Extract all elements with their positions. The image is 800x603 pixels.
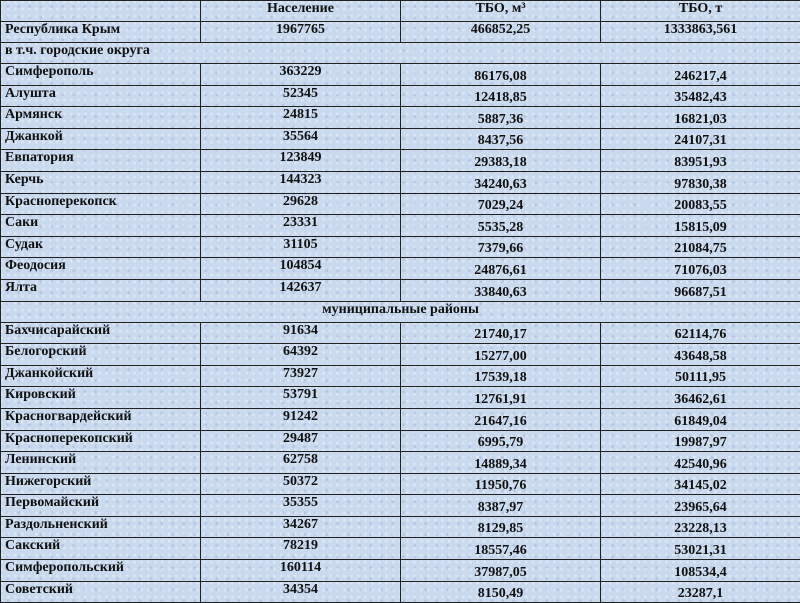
row-tbo-m3: 86176,08	[401, 64, 601, 86]
row-tbo-t: 35482,43	[601, 85, 800, 107]
table-row	[1, 387, 800, 409]
row-name: Нижегорский	[1, 473, 201, 495]
row-name: Керчь	[1, 171, 201, 193]
row-population: 29487	[201, 430, 401, 452]
table-row	[1, 408, 800, 430]
row-tbo-m3: 5535,28	[401, 215, 601, 237]
row-name: Красноперекопск	[1, 193, 201, 215]
row-population: 52345	[201, 85, 401, 107]
row-name: Кировский	[1, 387, 201, 409]
table-row	[1, 516, 800, 538]
row-tbo-m3: 7379,66	[401, 236, 601, 258]
row-name: Евпатория	[1, 150, 201, 172]
table-row	[1, 107, 800, 129]
header-population: Население	[201, 1, 401, 22]
row-name: Белогорский	[1, 344, 201, 366]
row-population: 53791	[201, 387, 401, 409]
row-tbo-t: 20083,55	[601, 193, 800, 215]
row-tbo-m3: 21740,17	[401, 322, 601, 344]
row-tbo-m3: 12761,91	[401, 387, 601, 409]
section-districts-row	[1, 301, 800, 322]
row-tbo-t: 62114,76	[601, 322, 800, 344]
row-tbo-t: 19987,97	[601, 430, 800, 452]
table-row	[1, 215, 800, 237]
row-population: 123849	[201, 150, 401, 172]
row-tbo-m3: 18557,46	[401, 538, 601, 560]
row-name: Алушта	[1, 85, 201, 107]
row-name: Джанкойский	[1, 365, 201, 387]
total-tbo-m3: 466852,25	[401, 22, 601, 43]
row-population: 62758	[201, 452, 401, 474]
table-row	[1, 85, 800, 107]
row-tbo-t: 108534,4	[601, 560, 800, 582]
section-urban-title: в т.ч. городские округа	[1, 43, 800, 64]
table-row	[1, 344, 800, 366]
row-name: Саки	[1, 215, 201, 237]
header-tbo-m3: ТБО, м³	[401, 1, 601, 22]
row-population: 78219	[201, 538, 401, 560]
table-row	[1, 495, 800, 517]
row-tbo-m3: 34240,63	[401, 171, 601, 193]
row-name: Армянск	[1, 107, 201, 129]
row-name: Бахчисарайский	[1, 322, 201, 344]
section-urban-row	[1, 43, 800, 64]
row-tbo-m3: 29383,18	[401, 150, 601, 172]
row-population: 34354	[201, 581, 401, 603]
table-row	[1, 430, 800, 452]
row-tbo-t: 97830,38	[601, 171, 800, 193]
total-name: Республика Крым	[1, 22, 201, 43]
header-tbo-t: ТБО, т	[601, 1, 800, 22]
row-tbo-t: 43648,58	[601, 344, 800, 366]
row-population: 29628	[201, 193, 401, 215]
row-name: Симферополь	[1, 64, 201, 86]
row-tbo-m3: 5887,36	[401, 107, 601, 129]
row-tbo-t: 23965,64	[601, 495, 800, 517]
row-population: 35564	[201, 128, 401, 150]
row-population: 144323	[201, 171, 401, 193]
row-tbo-t: 15815,09	[601, 215, 800, 237]
total-row	[1, 22, 800, 43]
row-tbo-m3: 24876,61	[401, 258, 601, 280]
table-row	[1, 171, 800, 193]
section-districts-title: муниципальные районы	[1, 301, 800, 322]
row-population: 34267	[201, 516, 401, 538]
row-name: Красногвардейский	[1, 408, 201, 430]
row-tbo-t: 53021,31	[601, 538, 800, 560]
row-population: 160114	[201, 560, 401, 582]
row-tbo-t: 83951,93	[601, 150, 800, 172]
row-tbo-m3: 15277,00	[401, 344, 601, 366]
row-tbo-m3: 12418,85	[401, 85, 601, 107]
row-tbo-t: 42540,96	[601, 452, 800, 474]
row-name: Ленинский	[1, 452, 201, 474]
total-population: 1967765	[201, 22, 401, 43]
row-tbo-t: 246217,4	[601, 64, 800, 86]
row-tbo-t: 24107,31	[601, 128, 800, 150]
row-name: Первомайский	[1, 495, 201, 517]
row-population: 104854	[201, 258, 401, 280]
row-tbo-m3: 11950,76	[401, 473, 601, 495]
row-tbo-t: 23287,1	[601, 581, 800, 603]
row-tbo-t: 71076,03	[601, 258, 800, 280]
table-row	[1, 365, 800, 387]
table-row	[1, 452, 800, 474]
table-row	[1, 279, 800, 301]
row-name: Джанкой	[1, 128, 201, 150]
row-population: 363229	[201, 64, 401, 86]
row-tbo-m3: 33840,63	[401, 279, 601, 301]
row-tbo-m3: 8150,49	[401, 581, 601, 603]
row-population: 64392	[201, 344, 401, 366]
row-tbo-t: 16821,03	[601, 107, 800, 129]
row-tbo-t: 34145,02	[601, 473, 800, 495]
row-tbo-t: 36462,61	[601, 387, 800, 409]
row-name: Феодосия	[1, 258, 201, 280]
table-row	[1, 193, 800, 215]
row-name: Советский	[1, 581, 201, 603]
table-row	[1, 64, 800, 86]
table-row	[1, 322, 800, 344]
row-name: Сакский	[1, 538, 201, 560]
table-row	[1, 473, 800, 495]
row-tbo-m3: 8437,56	[401, 128, 601, 150]
row-population: 91242	[201, 408, 401, 430]
row-name: Судак	[1, 236, 201, 258]
row-tbo-m3: 17539,18	[401, 365, 601, 387]
table-row	[1, 128, 800, 150]
row-population: 50372	[201, 473, 401, 495]
row-tbo-t: 96687,51	[601, 279, 800, 301]
total-tbo-t: 1333863,561	[601, 22, 800, 43]
table-row	[1, 560, 800, 582]
row-name: Ялта	[1, 279, 201, 301]
row-tbo-t: 21084,75	[601, 236, 800, 258]
row-name: Красноперекопский	[1, 430, 201, 452]
row-population: 35355	[201, 495, 401, 517]
row-population: 24815	[201, 107, 401, 129]
row-tbo-m3: 37987,05	[401, 560, 601, 582]
table-row	[1, 258, 800, 280]
row-population: 73927	[201, 365, 401, 387]
row-population: 91634	[201, 322, 401, 344]
row-tbo-m3: 7029,24	[401, 193, 601, 215]
row-population: 23331	[201, 215, 401, 237]
row-name: Раздольненский	[1, 516, 201, 538]
table-row	[1, 150, 800, 172]
row-tbo-t: 23228,13	[601, 516, 800, 538]
row-tbo-m3: 21647,16	[401, 408, 601, 430]
row-tbo-t: 61849,04	[601, 408, 800, 430]
row-tbo-m3: 14889,34	[401, 452, 601, 474]
row-tbo-m3: 8387,97	[401, 495, 601, 517]
row-population: 31105	[201, 236, 401, 258]
row-tbo-m3: 8129,85	[401, 516, 601, 538]
header-name	[1, 1, 201, 22]
table-row	[1, 538, 800, 560]
row-population: 142637	[201, 279, 401, 301]
row-tbo-t: 50111,95	[601, 365, 800, 387]
header-row	[1, 1, 800, 22]
table-row	[1, 236, 800, 258]
row-tbo-m3: 6995,79	[401, 430, 601, 452]
row-name: Симферопольский	[1, 560, 201, 582]
